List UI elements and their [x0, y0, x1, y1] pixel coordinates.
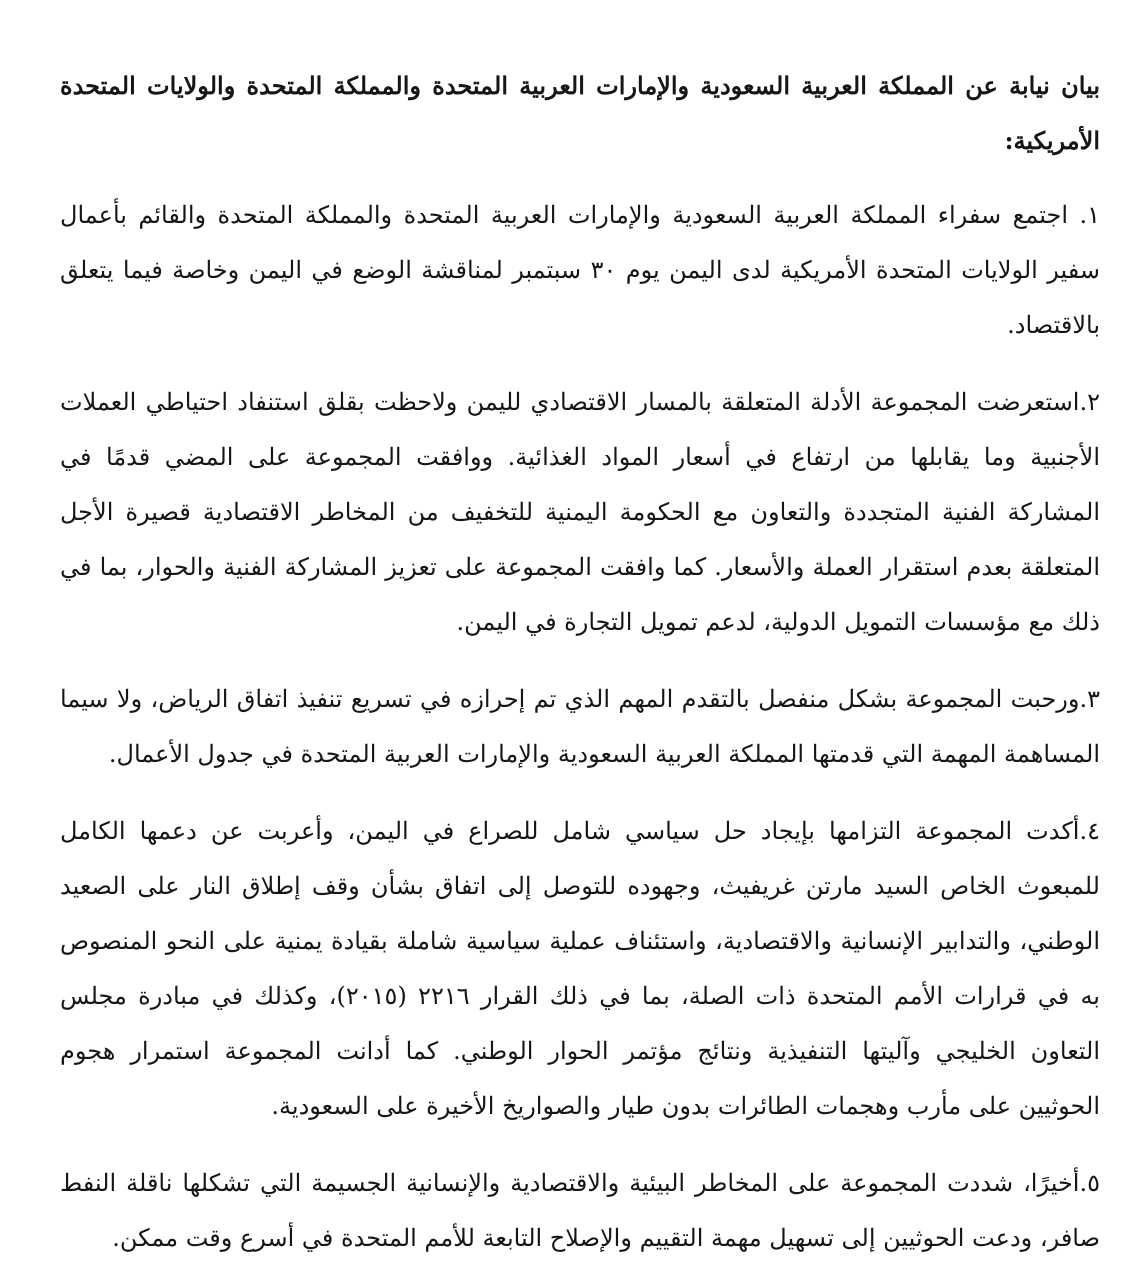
- statement-document: [60, 58, 1100, 1266]
- paragraph-2: ٢.استعرضت المجموعة الأدلة المتعلقة بالمسار الاقتصادي لليمن ولاحظت بقلق استنفاد احتياطي العملات الأجنبية وما يقابلها من ارتفاع في أسعار المواد الغذائية. ووافقت المجموعة على المضي قدمًا في المشاركة الفنية المتجددة والتعاون مع الحكومة اليمنية للتخفيف من المخاطر الاقتصادية قصيرة الأجل المتعلقة بعدم استقرار العملة والأسعار. كما وافقت المجموعة على تعزيز المشاركة الفنية والحوار، بما في ذلك مع مؤسسات التمويل الدولية، لدعم تمويل التجارة في اليمن.: [60, 388, 1100, 636]
- paragraph-4: ٤.أكدت المجموعة التزامها بإيجاد حل سياسي شامل للصراع في اليمن، وأعربت عن دعمها الكامل للمبعوث الخاص السيد مارتن غريفيث، وجهوده للتوصل إلى اتفاق بشأن وقف إطلاق النار على الصعيد الوطني، والتدابير الإنسانية والاقتصادية، واستئناف عملية سياسية شاملة بقيادة يمنية على النحو المنصوص به في قرارات الأمم المتحدة ذات الصلة، بما في ذلك القرار ٢٢١٦ (٢٠١٥)، وكذلك في مبادرة مجلس التعاون الخليجي وآليتها التنفيذية ونتائج مؤتمر الحوار الوطني. كما أدانت المجموعة استمرار هجوم الحوثيين على مأرب وهجمات الطائرات بدون طيار والصواريخ الأخيرة على السعودية.: [60, 817, 1100, 1120]
- paragraph-5: ٥.أخيرًا، شددت المجموعة على المخاطر البيئية والاقتصادية والإنسانية الجسيمة التي تشكلها ناقلة النفط صافر، ودعت الحوثيين إلى تسهيل مهمة التقييم والإصلاح التابعة للأمم المتحدة في أسرع وقت ممكن.: [60, 1169, 1100, 1252]
- paragraph-3: ٣.ورحبت المجموعة بشكل منفصل بالتقدم المهم الذي تم إحرازه في تسريع تنفيذ اتفاق الرياض، ولا سيما المساهمة المهمة التي قدمتها المملكة العربية السعودية والإمارات العربية المتحدة في جدول الأعمال.: [60, 685, 1100, 768]
- paragraph-1: ١. اجتمع سفراء المملكة العربية السعودية والإمارات العربية المتحدة والمملكة المتحدة والقائم بأعمال سفير الولايات المتحدة الأمريكية لدى اليمن يوم ٣٠ سبتمبر لمناقشة الوضع في اليمن وخاصة فيما يتعلق بالاقتصاد.: [60, 201, 1101, 339]
- statement-heading: بيان نيابة عن المملكة العربية السعودية والإمارات العربية المتحدة والمملكة المتحدة والولايات المتحدة الأمريكية:: [60, 71, 1100, 155]
